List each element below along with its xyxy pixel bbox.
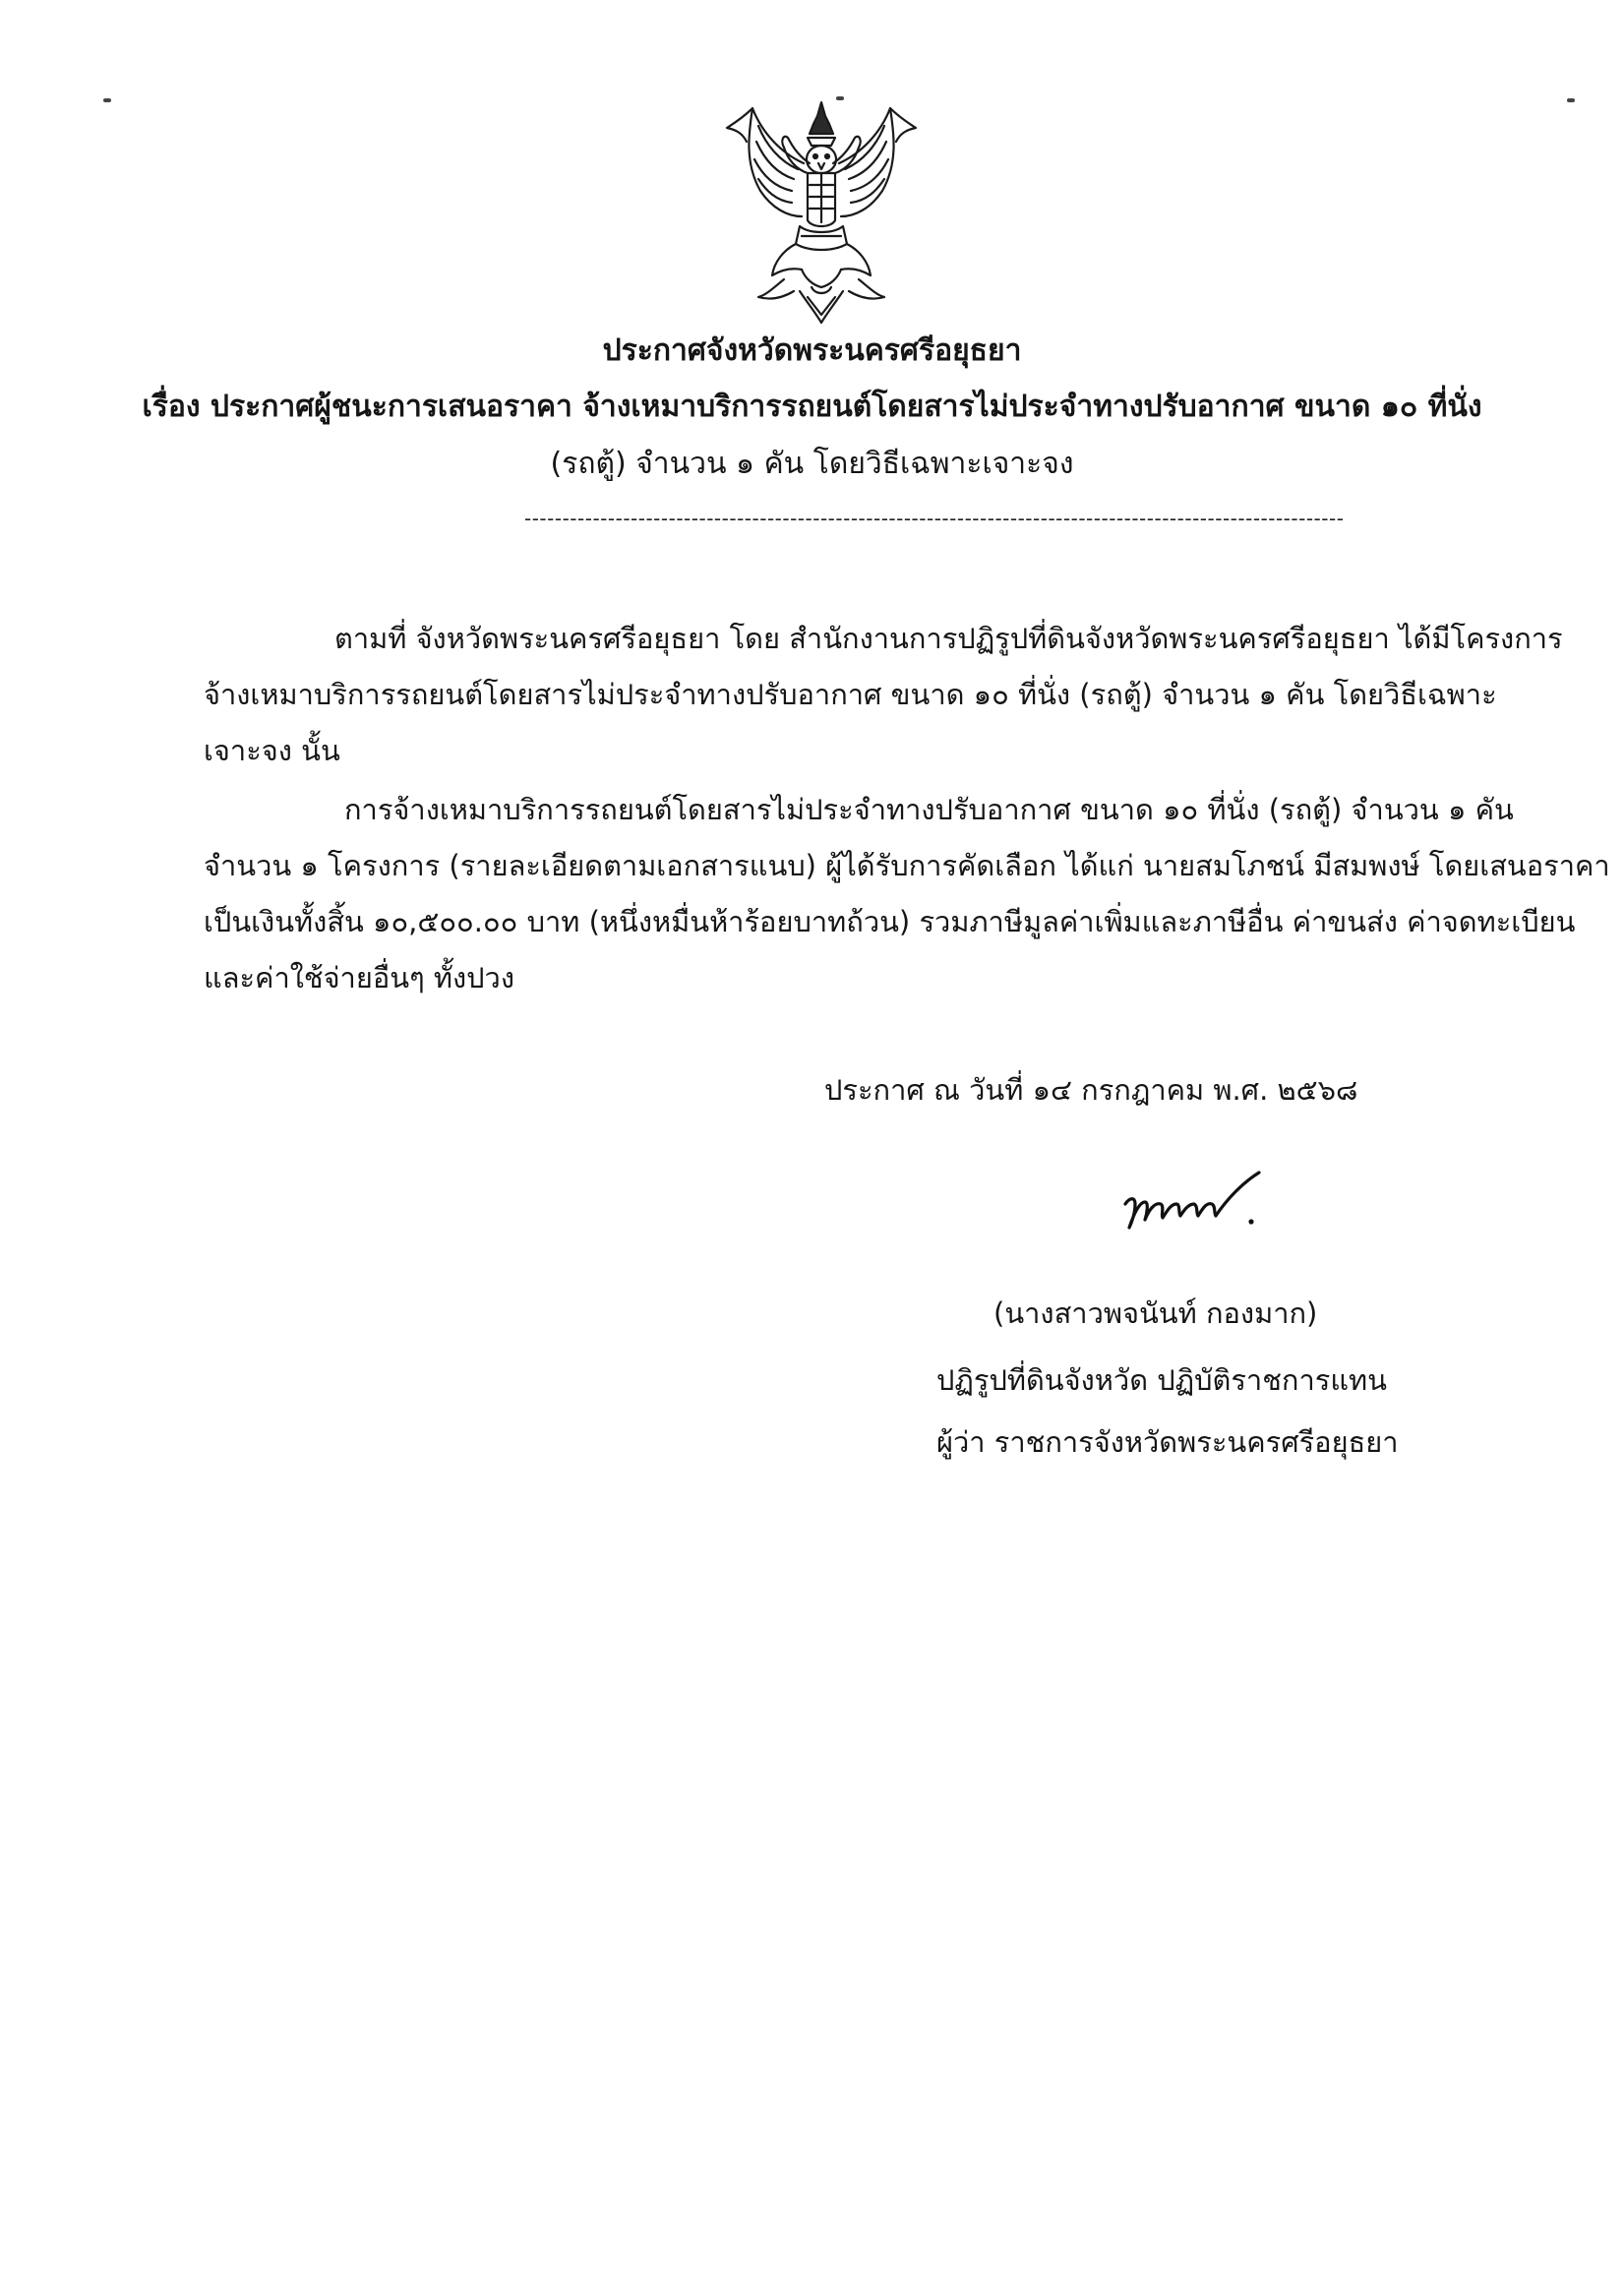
separator-line: ------------------------------------------------------------------------------------------------------------	[524, 507, 1345, 530]
scan-speck	[103, 98, 111, 102]
signer-position-line-2: ผู้ว่า ราชการจังหวัดพระนครศรีอยุธยา	[936, 1425, 1399, 1459]
para2-line-2: จำนวน ๑ โครงการ (รายละเอียดตามเอกสารแนบ) ผู้ได้รับการคัดเลือก ได้แก่ นายสมโภชน์ มีสมพงษ์ โดยเสนอราคา	[204, 849, 1610, 882]
scan-speck	[1567, 98, 1575, 102]
para2-line-4: และค่าใช้จ่ายอื่นๆ ทั้งปวง	[204, 961, 514, 994]
para2-line-3: เป็นเงินทั้งสิ้น ๑๐,๕๐๐.๐๐ บาท (หนึ่งหมื่นห้าร้อยบาทถ้วน) รวมภาษีมูลค่าเพิ่มและภาษีอื่น ค่าขนส่ง ค่าจดทะเบียน	[204, 905, 1576, 938]
subject-line-2: (รถตู้) จำนวน ๑ คัน โดยวิธีเฉพาะเจาะจง	[550, 447, 1074, 481]
garuda-emblem-icon	[723, 94, 920, 327]
signer-name: (นางสาวพจนันท์ กองมาก)	[993, 1296, 1318, 1330]
subject-line-1: เรื่อง ประกาศผู้ชนะการเสนอราคา จ้างเหมาบริการรถยนต์โดยสารไม่ประจำทางปรับอากาศ ขนาด ๑๐ ที่นั่ง	[142, 390, 1482, 424]
signer-position-line-1: ปฏิรูปที่ดินจังหวัด ปฏิบัติราชการแทน	[936, 1363, 1387, 1397]
announcement-date: ประกาศ ณ วันที่ ๑๔ กรกฎาคม พ.ศ. ๒๕๖๘	[824, 1073, 1358, 1107]
announcement-title: ประกาศจังหวัดพระนครศรีอยุธยา	[602, 333, 1022, 368]
para1-line-3: เจาะจง นั้น	[204, 734, 340, 767]
handwritten-signature	[1112, 1159, 1279, 1237]
para1-line-2: จ้างเหมาบริการรถยนต์โดยสารไม่ประจำทางปรับอากาศ ขนาด ๑๐ ที่นั่ง (รถตู้) จำนวน ๑ คัน โดยวิธีเฉพาะ	[204, 678, 1497, 711]
para2-line-1: การจ้างเหมาบริการรถยนต์โดยสารไม่ประจำทางปรับอากาศ ขนาด ๑๐ ที่นั่ง (รถตู้) จำนวน ๑ คัน	[344, 793, 1514, 826]
para1-line-1: ตามที่ จังหวัดพระนครศรีอยุธยา โดย สำนักงานการปฏิรูปที่ดินจังหวัดพระนครศรีอยุธยา ได้มีโครงการ	[334, 622, 1563, 655]
